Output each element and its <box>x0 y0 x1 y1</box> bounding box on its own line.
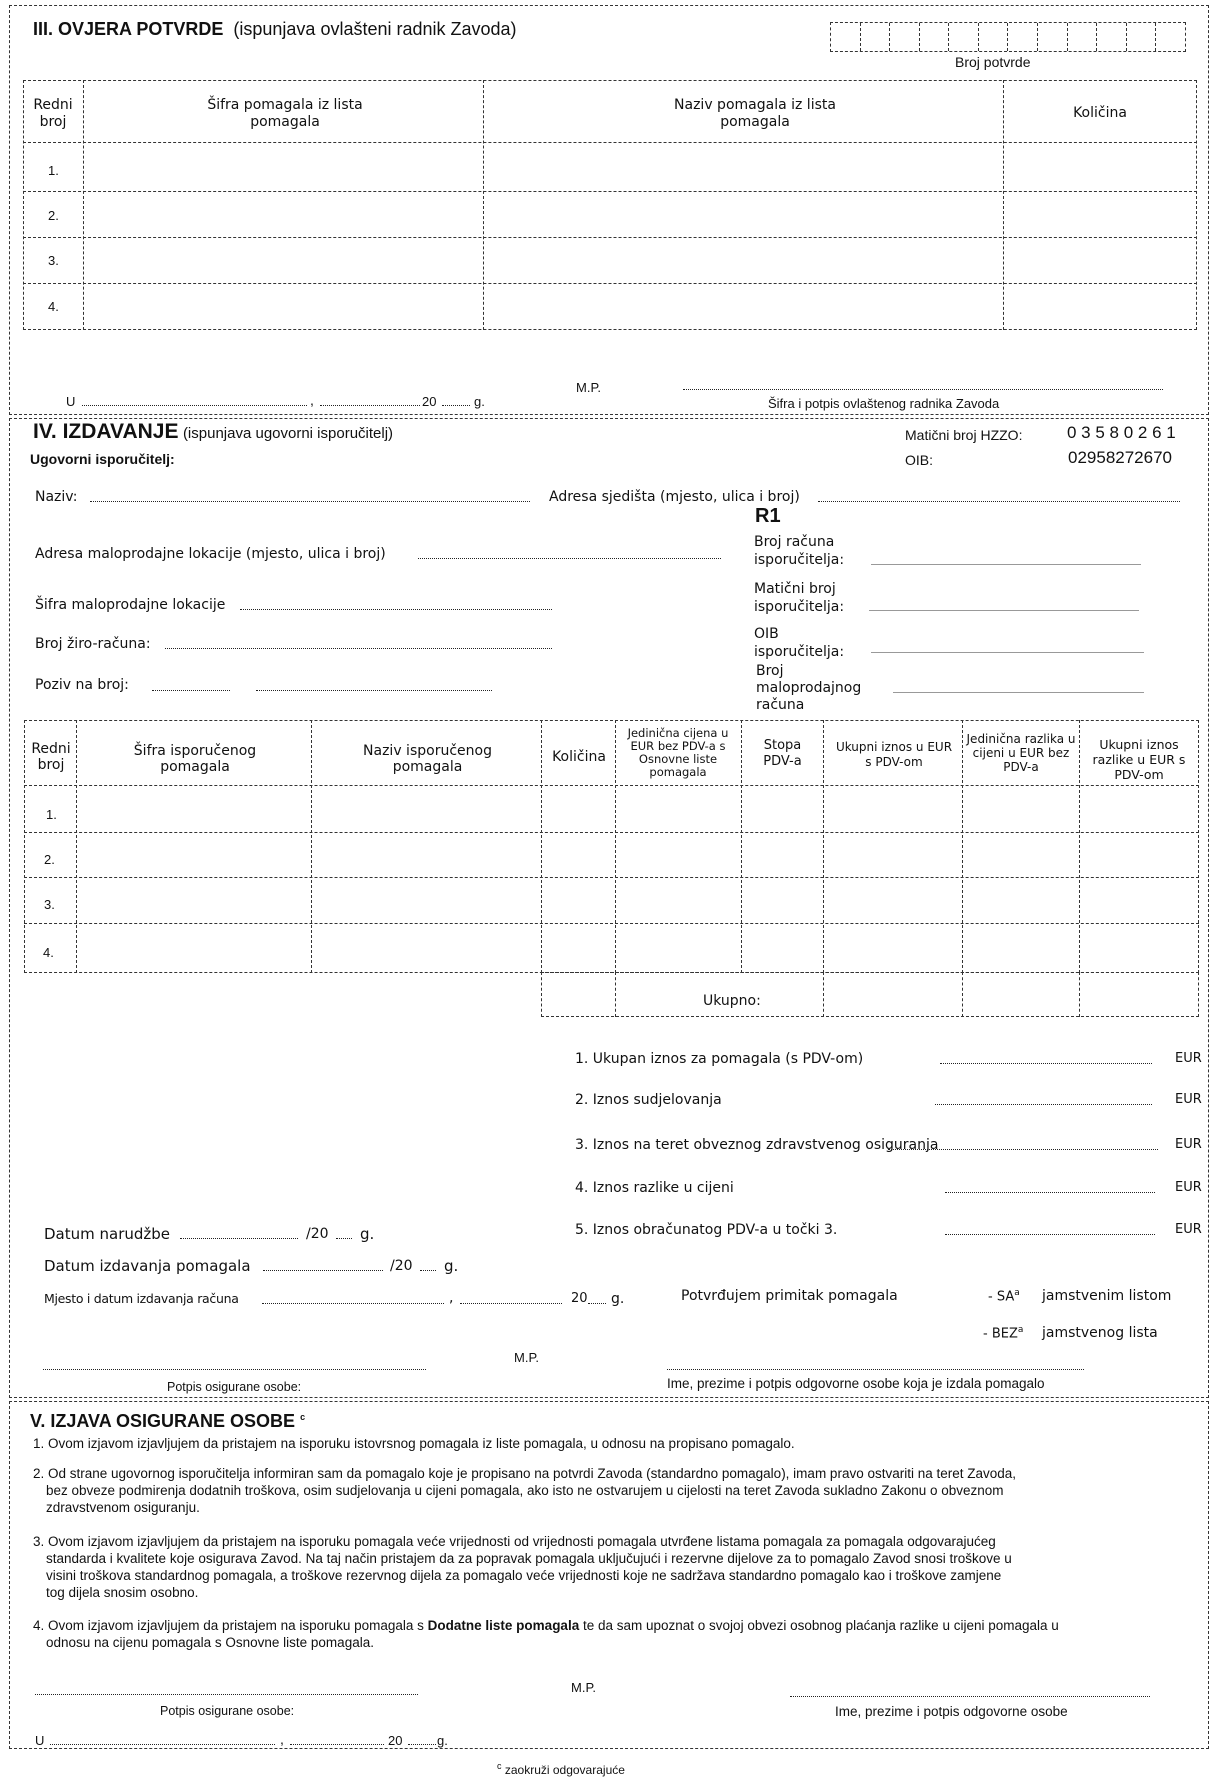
s4-responsible-signature-field[interactable] <box>667 1369 1084 1370</box>
section-5-title: V. IZJAVA OSIGURANE OSOBE $^c$ <box>30 1411 306 1431</box>
section-3-title: III. OVJERA POTVRDE (ispunjava ovlašteni radnik Zavoda) <box>33 19 517 39</box>
s4-header-jedinicna-cijena: Jedinična cijena u EUR bez PDV-a s Osnovne liste pomagala <box>627 726 729 779</box>
s3-header-kolicina: Količina <box>1073 105 1127 121</box>
amount-4-field[interactable] <box>945 1192 1155 1193</box>
amount-2-currency: EUR <box>1175 1092 1202 1107</box>
section-4-total-row <box>541 972 1199 1017</box>
section-4-title: IV. IZDAVANJE (ispunjava ugovorni isporučitelj) <box>33 420 394 443</box>
datum-izdavanja-year-field[interactable] <box>420 1270 436 1271</box>
s3-signature-field[interactable] <box>683 389 1163 390</box>
amount-5-field[interactable] <box>945 1234 1155 1235</box>
s5-insured-signature-label: Potpis osigurane osobe: <box>160 1704 295 1718</box>
total-label: Ukupno: <box>703 993 761 1009</box>
broj-maloprodajnog-label: Broj maloprodajnog računa <box>756 663 862 713</box>
oib-label: OIB: <box>905 452 934 468</box>
s4-header-ukupni-iznos: Ukupni iznos u EUR s PDV-om <box>835 740 953 769</box>
s4-responsible-signature-label: Ime, prezime i potpis odgovorne osobe koja je izdala pomagalo <box>667 1376 1045 1391</box>
s3-place-field[interactable] <box>82 405 307 406</box>
adresa-malo-label: Adresa maloprodajne lokacije (mjesto, ulica i broj) <box>35 546 386 562</box>
ziro-label: Broj žiro-računa: <box>35 636 151 652</box>
poziv-model-field[interactable] <box>152 690 230 691</box>
s4-header-naziv: Naziv isporučenog pomagala <box>363 743 492 775</box>
s5-insured-signature-field[interactable] <box>35 1694 418 1695</box>
amount-2-field[interactable] <box>935 1104 1152 1105</box>
s3-signature-label: Šifra i potpis ovlaštenog radnika Zavoda <box>768 396 1000 411</box>
s4-row-num: 1. <box>46 807 57 822</box>
r1-label: R1 <box>755 505 781 527</box>
footnote: $^c$ zaokruži odgovarajuće <box>497 1761 625 1777</box>
potvrdjujem-label: Potvrđujem primitak pomagala <box>681 1288 898 1304</box>
declaration-2: 2. Od strane ugovornog isporučitelja informiran sam da pomagalo koje je propisano na potvrdi Zavoda (standardno pomagalo), imam pravo ostvariti na teret Zavoda, bez obveze podmirenja dodatnih troškova, osim sudjelovanja u cijeni pomagala, ako isto ne ostvarujem u cijelosti na teret Zavoda sukladno Zakonu o obveznom zdravstvenom osiguranju. <box>33 1466 1017 1515</box>
declaration-4: 4. Ovom izjavom izjavljujem da pristajem na isporuku pomagala s Dodatne liste pomagala te da sam upoznat o svojoj obvezi osobnog plaćanja razlike u cijeni pomagala u odnosu na cijenu pomagala s Osnovne liste pomagala. <box>33 1618 1059 1650</box>
declaration-3: 3. Ovom izjavom izjavljujem da pristajem na isporuku pomagala veće vrijednosti od vrijednosti pomagala utvrđene listama pomagala za pomagala odgovarajućeg standarda i kvalitete koje osigurava Zavod. Na taj način pristajem da za popravak pomagala uključujući i rezervne dijelove za to pomagalo Zavod snosi troškove u visini troškova standardnog pomagala, a troškove rezervnog dijela za pomagalo veće vrijednosti koje ne sadržava standardno pomagalo kao i troškove zamjene tog dijela snosim osobno. <box>33 1534 1012 1600</box>
oib-isporucitelja-field[interactable] <box>871 652 1144 653</box>
adresa-sjedista-label: Adresa sjedišta (mjesto, ulica i broj) <box>549 489 800 505</box>
datum-izdavanja-label: Datum izdavanja pomagala <box>44 1257 251 1275</box>
datum-narudzbe-label: Datum narudžbe <box>44 1225 171 1243</box>
broj-maloprodajnog-field[interactable] <box>893 692 1144 693</box>
naziv-field[interactable] <box>90 501 530 502</box>
s4-row-num: 4. <box>43 945 54 960</box>
poziv-label: Poziv na broj: <box>35 677 129 693</box>
s3-row-num: 4. <box>48 299 59 314</box>
s3-row-4-cells[interactable] <box>84 284 1196 329</box>
bez-option[interactable]: - BEZ$^a$ <box>983 1325 1024 1342</box>
mjesto-field[interactable] <box>262 1303 444 1304</box>
sifra-malo-label: Šifra maloprodajne lokacije <box>35 597 226 613</box>
datum-izdavanja-field[interactable] <box>263 1270 383 1271</box>
broj-racuna-field[interactable] <box>871 564 1141 565</box>
s3-row-1-cells[interactable] <box>84 143 1196 190</box>
s5-year-field[interactable] <box>408 1744 436 1745</box>
s5-date-field[interactable] <box>290 1744 384 1745</box>
s5-responsible-signature-label: Ime, prezime i potpis odgovorne osobe <box>835 1704 1068 1719</box>
cert-number-cells[interactable] <box>830 22 1186 52</box>
supplier-label: Ugovorni isporučitelj: <box>30 451 175 467</box>
s3-stamp: M.P. <box>576 380 602 395</box>
s4-header-sifra: Šifra isporučenog pomagala <box>133 743 257 775</box>
oib-value: 02958272670 <box>1068 448 1173 467</box>
s5-responsible-signature-field[interactable] <box>790 1696 1150 1697</box>
s3-row-num: 3. <box>48 253 59 268</box>
amount-1-label: 1. Ukupan iznos za pomagala (s PDV-om) <box>575 1051 864 1067</box>
adresa-sjedista-field[interactable] <box>818 501 1180 502</box>
amount-4-label: 4. Iznos razlike u cijeni <box>575 1180 734 1196</box>
hzzo-value: 0 3 5 8 0 2 6 1 <box>1067 423 1176 442</box>
broj-racuna-label: Broj računa isporučitelja: <box>754 534 845 568</box>
s4-header-redni-broj: Redni broj <box>31 741 71 773</box>
s3-row-num: 1. <box>48 163 59 178</box>
s3-row-3-cells[interactable] <box>84 238 1196 282</box>
amount-3-currency: EUR <box>1175 1137 1202 1152</box>
s4-row-1-cells[interactable] <box>77 786 1198 831</box>
s3-header-sifra: Šifra pomagala iz lista pomagala <box>207 97 363 130</box>
sifra-malo-field[interactable] <box>240 609 552 610</box>
mjesto-datum-label: Mjesto i datum izdavanja računa <box>44 1291 239 1306</box>
s4-header-jedinicna-razlika: Jedinična razlika u cijeni u EUR bez PDV-a <box>966 732 1076 774</box>
maticni-broj-label: Matični broj isporučitelja: <box>754 581 845 615</box>
s4-insured-signature-label: Potpis osigurane osobe: <box>167 1380 302 1394</box>
godina-racuna-field[interactable] <box>588 1303 606 1304</box>
s4-stamp: M.P. <box>514 1350 540 1365</box>
s3-row-num: 2. <box>48 208 59 223</box>
s4-row-2-cells[interactable] <box>77 833 1198 876</box>
s3-row-2-cells[interactable] <box>84 192 1196 236</box>
datum-narudzbe-year-field[interactable] <box>336 1238 352 1239</box>
amount-1-field[interactable] <box>940 1063 1152 1064</box>
s5-stamp: M.P. <box>571 1680 597 1695</box>
datum-narudzbe-field[interactable] <box>180 1238 298 1239</box>
s4-header-stopa: Stopa PDV-a <box>763 738 802 769</box>
s4-header-ukupni-razlika: Ukupni iznos razlike u EUR s PDV-om <box>1092 737 1186 782</box>
declaration-1: 1. Ovom izjavom izjavljujem da pristajem na isporuku istovrsnog pomagala iz liste pomagala, u odnosu na propisano pomagalo. <box>33 1436 795 1451</box>
oib-isporucitelja-label: OIB isporučitelja: <box>754 626 845 660</box>
s3-date-field[interactable] <box>320 405 420 406</box>
naziv-label: Naziv: <box>35 489 78 505</box>
adresa-malo-field[interactable] <box>418 558 721 559</box>
s3-header-naziv: Naziv pomagala iz lista pomagala <box>674 97 836 130</box>
s4-header-kolicina: Količina <box>552 749 606 765</box>
s4-row-num: 2. <box>44 852 55 867</box>
s4-row-num: 3. <box>44 897 55 912</box>
s3-place-prefix: U <box>66 394 76 409</box>
amount-4-currency: EUR <box>1175 1180 1202 1195</box>
cert-number-label: Broj potvrde <box>955 54 1031 70</box>
poziv-number-field[interactable] <box>256 690 492 691</box>
s5-place-field[interactable] <box>50 1744 275 1745</box>
sa-option[interactable]: - $SA^a$ <box>988 1288 1020 1305</box>
s3-header-redni-broj: Redni broj <box>33 97 73 130</box>
sa-option-text: jamstvenim listom <box>1042 1288 1172 1304</box>
s4-row-4-cells[interactable] <box>77 924 1198 972</box>
amount-3-label: 3. Iznos na teret obveznog zdravstvenog osiguranja <box>575 1137 939 1153</box>
s4-row-3-cells[interactable] <box>77 878 1198 922</box>
s3-year-field[interactable] <box>442 405 470 406</box>
hzzo-label: Matični broj HZZO: <box>905 427 1023 443</box>
amount-1-currency: EUR <box>1175 1051 1202 1066</box>
amount-5-label: 5. Iznos obračunatog PDV-a u točki 3. <box>575 1222 838 1238</box>
datum-racuna-field[interactable] <box>460 1303 562 1304</box>
amount-3-field[interactable] <box>888 1149 1158 1150</box>
bez-option-text: jamstvenog lista <box>1042 1325 1158 1341</box>
amount-5-currency: EUR <box>1175 1222 1202 1237</box>
ziro-field[interactable] <box>165 648 552 649</box>
maticni-broj-field[interactable] <box>869 610 1139 611</box>
s4-insured-signature-field[interactable] <box>43 1369 426 1370</box>
amount-2-label: 2. Iznos sudjelovanja <box>575 1092 722 1108</box>
